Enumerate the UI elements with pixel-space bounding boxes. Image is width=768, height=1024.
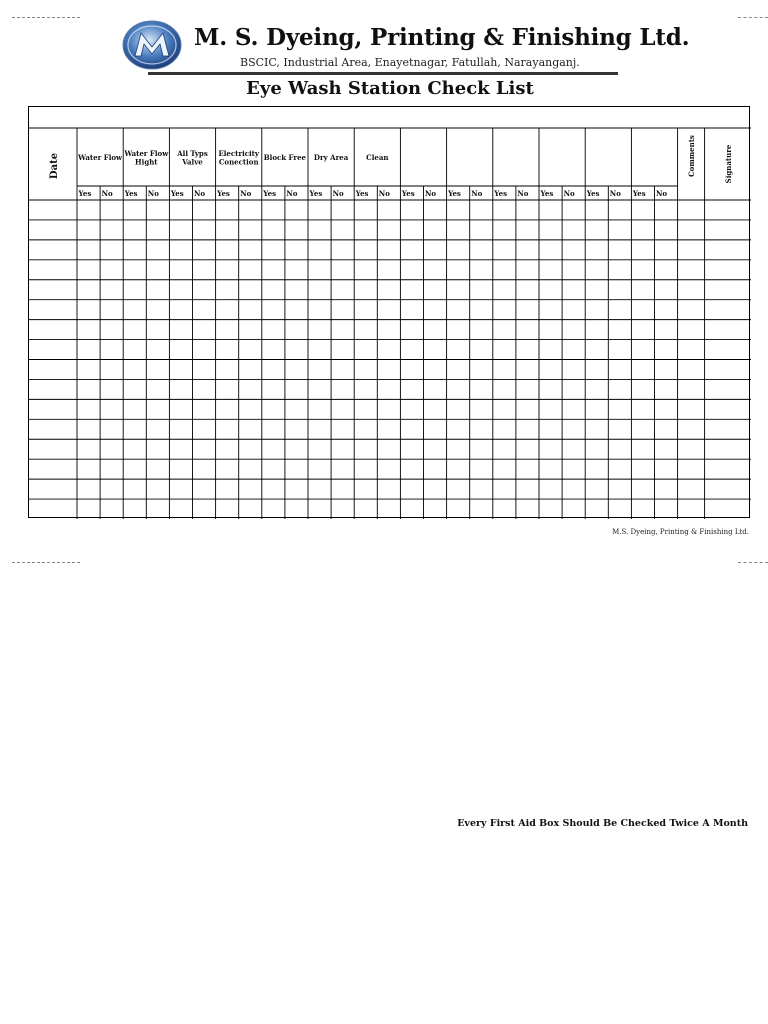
yes-header: Yes	[586, 189, 600, 198]
crop-mark	[12, 17, 80, 19]
group-header: Valve	[182, 157, 203, 167]
footer-company: M.S. Dyeing, Printing & Finishing Ltd.	[612, 528, 749, 536]
no-header: No	[194, 189, 206, 198]
yes-header: Yes	[124, 189, 138, 198]
company-logo	[122, 20, 182, 70]
header-rule	[148, 72, 618, 75]
crop-mark	[738, 562, 768, 564]
group-header: Electricity	[218, 148, 259, 158]
no-header: No	[609, 189, 621, 198]
comments-header: Comments	[687, 135, 697, 177]
date-header: Date	[49, 152, 60, 180]
yes-header: Yes	[540, 189, 554, 198]
yes-header: Yes	[494, 189, 508, 198]
yes-header: Yes	[632, 189, 646, 198]
no-header: No	[656, 189, 668, 198]
signature-header: Signature	[723, 144, 733, 184]
no-header: No	[563, 189, 575, 198]
no-header: No	[286, 189, 298, 198]
footer-note: Every First Aid Box Should Be Checked Twice A Month	[457, 818, 748, 829]
group-header: Water Flow	[78, 153, 123, 162]
group-header: Clean	[366, 153, 389, 162]
yes-header: Yes	[309, 189, 323, 198]
yes-header: Yes	[401, 189, 415, 198]
checklist-grid	[29, 107, 751, 519]
company-address: BSCIC, Industrial Area, Enayetnagar, Fatullah, Narayanganj.	[240, 56, 580, 69]
yes-header: Yes	[263, 189, 277, 198]
no-header: No	[332, 189, 344, 198]
group-header: Block Free	[263, 153, 307, 162]
checklist-table	[28, 106, 750, 518]
no-header: No	[240, 189, 252, 198]
crop-mark	[738, 17, 768, 19]
group-header: Dry Area	[313, 153, 349, 162]
group-header: Water Flow	[124, 148, 169, 158]
yes-header: Yes	[448, 189, 461, 198]
document-title: Eye Wash Station Check List	[246, 78, 534, 99]
yes-header: Yes	[78, 189, 92, 198]
no-header: No	[101, 189, 113, 198]
yes-header: Yes	[170, 189, 184, 198]
group-header: All Typs	[177, 148, 208, 158]
no-header: No	[147, 189, 159, 198]
no-header: No	[471, 189, 483, 198]
crop-mark	[12, 562, 80, 564]
yes-header: Yes	[217, 189, 230, 198]
no-header: No	[378, 189, 390, 198]
no-header: No	[517, 189, 529, 198]
company-name: M. S. Dyeing, Printing & Finishing Ltd.	[194, 24, 690, 51]
group-header: Conection	[218, 157, 259, 167]
group-header: Hight	[135, 157, 158, 167]
no-header: No	[425, 189, 437, 198]
yes-header: Yes	[355, 189, 369, 198]
